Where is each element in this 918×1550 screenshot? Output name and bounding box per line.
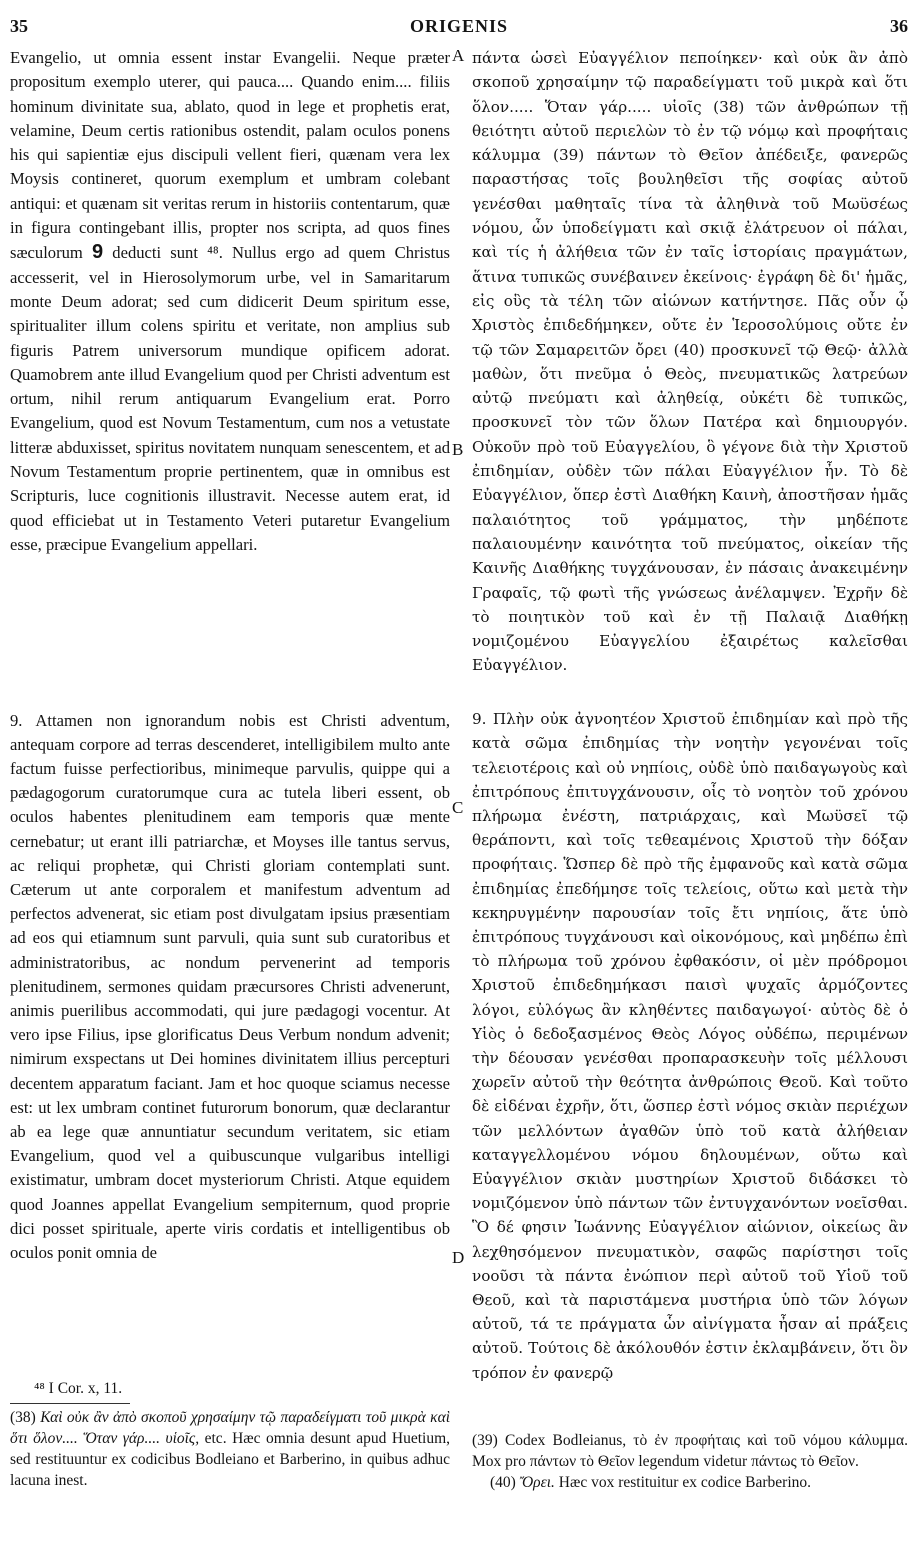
- footnote-divider-left: [10, 1403, 130, 1404]
- greek-column: [472, 46, 908, 678]
- latin-paragraph-1: [10, 46, 450, 557]
- footnote-40: [472, 1472, 908, 1493]
- latin-section-9: [10, 692, 450, 1282]
- latin-paragraph-1-part-a: Evangelio, ut omnia essent instar Evangelii. Neque præter propositum exemplo uterer, qui pauca.... Quando enim.... filiis hominum divinitate sua, ablato, quod in lege et prophetis erat, velamine, Deum certis rationibus ostendit, palam oculos ponens his qui sapientiæ ejus discipuli vellent fieri, quænam vera lex Moysis contineret, quorum exemplum et umbram colebant antiqui: et quænam sit veritas rerum in historiis contentarum, quæ in figura contingebant illis, propter nos scripta, ad quos fines sæculorum: [10, 48, 450, 263]
- section-nine-symbol: 9: [92, 241, 104, 264]
- greek-paragraph-1: πάντα ὡσεὶ Εὐαγγέλιον πεποίηκεν· καὶ οὐκ ἂν ἀπὸ σκοποῦ χρησαίμην τῷ παραδείγματι τοῦ μικρὰ καὶ ὅτι ὅλον..... Ὅταν γάρ..... υἱοῖς (38) τῶν ἀνθρώπων τῇ θειότητι αὐτοῦ περιελὼν τὸ ἐν τῷ νόμῳ καὶ προφήταις κάλυμμα (39) πάντων τὸ Θεῖον ἀπέδειξε, φανερῶς παραστήσας τοῖς βουληθεῖσι τῆς σοφίας αὐτοῦ γενέσθαι μαθηταῖς τίνα τὰ ἀληθινὰ τοῦ Μωϋσέως νόμου, ὧν ὑποδείγματι καὶ σκιᾷ ἐλάτρευον οἱ πάλαι, καὶ τίς ἡ ἀλήθεια τῶν ἐν ταῖς ἱστορίαις πραγμάτων, ἅτινα τυπικῶς συνέβαινεν ἐκείνοις· ἐγράφη δὲ δι' ἡμᾶς, εἰς οὓς τὰ τέλη τῶν αἰώνων κατήντησε. Πᾶς οὖν ᾧ Χριστὸς ἐπιδεδήμηκεν, οὔτε ἐν Ἱεροσολύμοις οὔτε ἐν τῷ τῶν Σαμαρειτῶν ὄρει (40) προσκυνεῖ τῷ Θεῷ· ἀλλὰ μαθὼν, ὅτι πνεῦμα ὁ Θεὸς, πνευματικῶς λατρεύων αὐτῷ πνεύματι καὶ ἀληθείᾳ, οὐκέτι δὲ τυπικῶς, προσκυνεῖ τὸν τῶν ὅλων Πατέρα καὶ δημιουργόν. Οὐκοῦν πρὸ τοῦ Εὐαγγελίου, ὃ γέγονε διὰ τὴν Χριστοῦ ἐπιδημίαν, οὐδὲν τῶν πάλαι Εὐαγγέλιον ἦν. Τὸ δὲ Εὐαγγέλιον, ὅπερ ἐστὶ Διαθήκη Καινὴ, ἀποστῆσαν ἡμᾶς παλαιότητος τοῦ γράμματος, τὴν μηδέποτε παλαιουμένην καινότητα τοῦ πνεύματος, οἰκείαν τῆς Καινῆς Διαθήκης τυγχάνουσαν, ἐν πάσαις ἀνακειμένην Γραφαῖς, τῷ φωτὶ τῆς γνώσεως ἀνέλαμψεν. Ἐχρῆν δὲ τὸ ποιητικὸν τοῦ καὶ ἐν τῇ Παλαιᾷ Διαθήκῃ νομιζομένου Εὐαγγελίου ἐξαιρέτως καλεῖσθαι Εὐαγγέλιον.: [472, 49, 908, 675]
- latin-column: [10, 46, 450, 557]
- margin-marker-a: A: [452, 46, 465, 65]
- latin-paragraph-2: 9. Attamen non ignorandum nobis est Christi adventum, antequam corpore ad terras descenderet, intelligibilem multo ante factum fuisse perfectioribus, minimeque parvulis, quippe qui a pædagogorum curatorumque cura ac tutela liberi essent, ob oculos habentes plenitudinem eam temporis quæ mente cernebatur; ut erant illi patriarchæ, et Moyses ille tantus servus, ac reliqui prophetæ, qui Christi gloriam contemplati sunt. Cæterum ut ante corporalem et manifestum adventum ad perfectos advenerat, sic etiam post divulgatam ipsius præsentiam ad eos qui etiamnum sunt parvuli, quia sunt sub curatoribus et administratoribus, ac nondum pervenerint ad temporis plenitudinem, sermones quidam præcursores Christi advenerunt, animis puerilibus accommodati, qui jure pædagogi vocentur. At vero ipse Filius, ipse glorificatus Deus Verbum nondum advenit; nimirum exspectans ut Dei homines divinitatem illius percepturi decentem apparatum faciant. Jam et hoc quoque sciamus necesse est: ut lex umbram continet futurorum bonorum, quæ declarantur ab ea lege quæ annuntiatur secundum veritatem, sic etiam Evangelium, quod vel a quibuscunque vulgaribus intelligi existimatur, umbram docet mysteriorum Christi. Atque equidem quod Joannes appellat Evangelium sempiternum, quod proprie dici posset spirituale, aperte viris cordatis et intelligentibus ob oculos ponit omnia de: [10, 710, 450, 1263]
- footnote-48: ⁴⁸ I Cor. x, 11.: [34, 1380, 123, 1397]
- latin-paragraph-1-part-b: deducti sunt ⁴⁸. Nullus ergo ad quem Christus accesserit, vel in Hierosolymorum urbe, vel in Samaritarum monte Deum adorat; sed cum didicerit Deum spiritum esse, spiritualiter illum colens spiritu et veritate, non amplius sub figuris Patrem universorum mundique opificem adorat. Quamobrem ante illud Evangelium quod per Christi adventum est ortum, nihil rerum antiquarum Evangelium erat. Porro Evangelium, quod est Novum Testamentum, cum nos a vetustate litteræ abduxisset, spiritus novitatem nunquam senescentem, et ad Novum Testamentum proprie pertinentem, quæ in omnibus est Scripturis, luce cognitionis illustravit. Necesse autem erat, id quod efficiebat ut in Testamento Veteri putaretur Evangelium esse, præcipue Evangelium appellari.: [10, 243, 450, 554]
- footnote-40-label: (40): [490, 1474, 516, 1491]
- footnotes-right: [472, 1430, 908, 1493]
- page-header: [10, 10, 908, 40]
- footnote-38: [10, 1407, 450, 1491]
- footnote-38-label: (38): [10, 1409, 36, 1426]
- footnote-40-greek: Ὄρει.: [519, 1474, 555, 1491]
- page-number-left: 35: [10, 16, 28, 36]
- page-number-right: 36: [890, 16, 908, 36]
- footnote-38-latin: etc. Hæc omnia desunt apud Huetium, sed restituuntur ex codicibus Bodleiano et Barberino, in quibus adhuc lacuna inest.: [10, 1430, 450, 1489]
- running-title: ORIGENIS: [409, 16, 509, 36]
- footnote-38-greek: Καὶ οὐκ ἂν ἀπὸ σκοποῦ χρησαίμην τῷ παραδείγματι τοῦ μικρὰ καὶ ὅτι ὅλον.... Ὅταν γάρ.... υἱοῖς,: [10, 1409, 451, 1447]
- margin-marker-b: B: [452, 440, 464, 459]
- greek-section-9: [472, 692, 908, 1400]
- footnote-39: (39) Codex Bodleianus, τὸ ἐν προφήταις καὶ τοῦ νόμου κάλυμμα. Mox pro πάντων τὸ Θεῖον legendum videtur πάντως τὸ Θεῖον.: [472, 1432, 908, 1470]
- footnote-40-latin: Hæc vox restituitur ex codice Barberino.: [558, 1474, 812, 1491]
- footnotes-left: [10, 1378, 450, 1491]
- margin-marker-d: D: [452, 1248, 465, 1267]
- greek-paragraph-2: 9. Πλὴν οὐκ ἀγνοητέον Χριστοῦ ἐπιδημίαν καὶ πρὸ τῆς κατὰ σῶμα ἐπιδημίας τὴν νοητὴν γεγονέναι τοῖς τελειοτέροις καὶ οὐ νηπίοις, οὐδὲ ὑπὸ παιδαγωγοὺς καὶ ἐπιτρόπους ἐπιτυγχάνουσιν, οἷς τὸ νοητὸν τοῦ χρόνου πλήρωμα ἐνέστη, πατριάρχαις, καὶ Μωϋσεῖ τῷ θεράποντι, καὶ τοῖς τεθεαμένοις Χριστοῦ τὴν δόξαν προφήταις. Ὥσπερ δὲ πρὸ τῆς ἐμφανοῦς καὶ κατὰ σῶμα ἐπιδημίας ἐπεδήμησε τοῖς τελείοις, οὕτω καὶ μετὰ τὴν κεκηρυγμένην παρουσίαν τοῖς ἔτι νηπίοις, ἅτε ὑπὸ ἐπιτρόπους τυγχάνουσι καὶ οἰκονόμους, καὶ μηδέπω ἐπὶ τὸ πλήρωμα τοῦ χρόνου ἐφθακόσιν, οἱ μὲν πρόδρομοι Χριστοῦ ἐπιδεδημήκασι παισὶ ψυχαῖς ἁρμόζοντες λόγοι, εὐλόγως ἂν κληθέντες παιδαγωγοί· αὐτὸς δὲ ὁ Υἱὸς ὁ δεδοξασμένος Θεὸς Λόγος οὐδέπω, περιμένων τὴν δέουσαν γενέσθαι προπαρασκευὴν τοῖς μέλλουσι χωρεῖν αὐτοῦ τὴν θεότητα ἀνθρώποις Θεοῦ. Καὶ τοῦτο δὲ εἰδέναι ἐχρῆν, ὅτι, ὥσπερ ἐστὶ νόμος σκιὰν περιέχων τῶν μελλόντων ἀγαθῶν ὑπὸ τοῦ κατὰ ἀλήθειαν καταγγελλομένου νόμου δηλουμένων, οὕτω καὶ Εὐαγγέλιον σκιὰν μυστηρίων Χριστοῦ διδάσκει τὸ νομιζόμενον ὑπὸ πάντων τῶν ἐντυγχανόντων νοεῖσθαι. Ὃ δέ φησιν Ἰωάννης Εὐαγγέλιον αἰώνιον, οἰκείως ἂν λεχθησόμενον πνευματικὸν, σαφῶς παρίστησι τοῖς νοοῦσι τὰ πάντα ἐνώπιον περὶ αὐτοῦ τοῦ Υἱοῦ τοῦ Θεοῦ, καὶ τὰ παριστάμενα μυστήρια ὑπὸ τῶν λόγων αὐτοῦ, τά τε πράγματα ὧν αἰνίγματα ἦσαν αἱ πράξεις αὐτοῦ. Τούτοις δὲ ἀκόλουθόν ἐστιν ἐκλαμβάνειν, ὅτι ὃν τρόπον ἐν φανερῷ: [472, 710, 908, 1382]
- margin-marker-c: C: [452, 798, 464, 817]
